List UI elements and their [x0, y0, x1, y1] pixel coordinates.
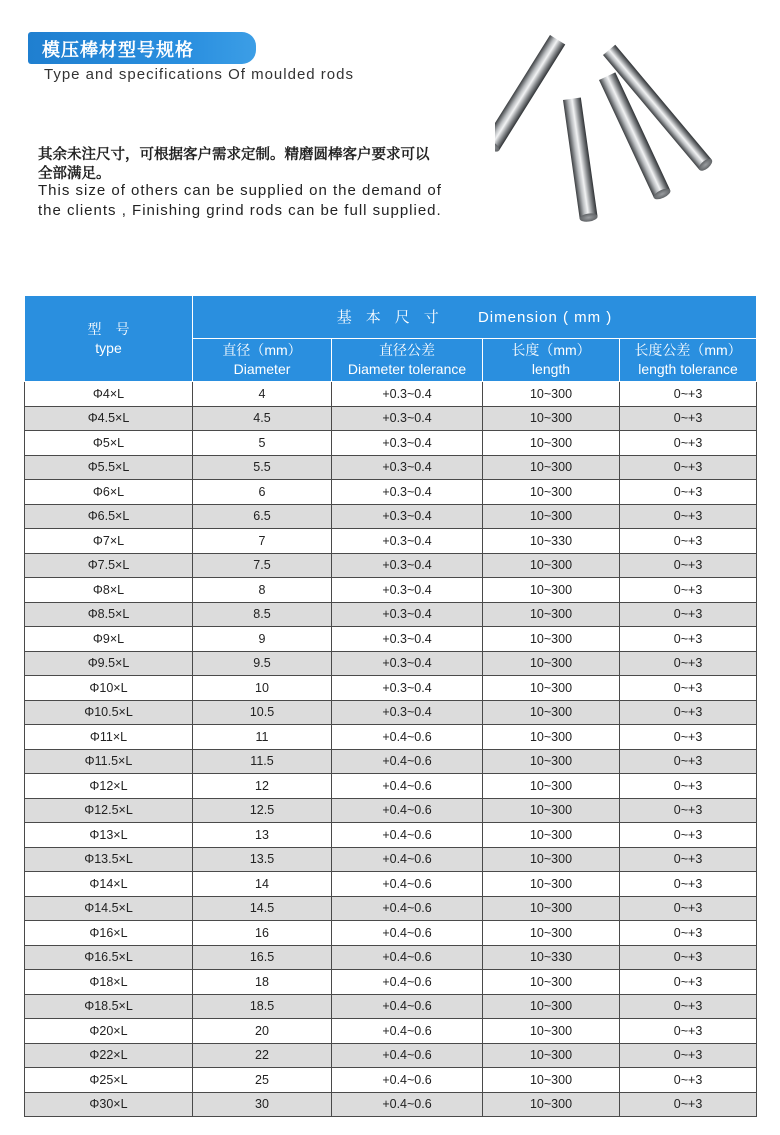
- product-image: [495, 35, 760, 235]
- type-cell: Φ6×L: [25, 480, 193, 505]
- diameter-cell: 8.5: [193, 602, 332, 627]
- diameter-cell: 5: [193, 431, 332, 456]
- type-cell: Φ7.5×L: [25, 553, 193, 578]
- diameter-tolerance-cell: +0.3~0.4: [332, 602, 483, 627]
- type-cell: Φ10.5×L: [25, 700, 193, 725]
- length-tolerance-header-zh: 长度公差（mm）: [634, 342, 742, 358]
- length-header-zh: 长度（mm）: [511, 342, 591, 358]
- table-row: [25, 725, 757, 750]
- table-row: [25, 382, 757, 407]
- diameter-cell: 16.5: [193, 945, 332, 970]
- diameter-tolerance-header-zh: 直径公差: [379, 342, 435, 358]
- length-cell: 10~300: [483, 578, 620, 603]
- diameter-cell: 18.5: [193, 994, 332, 1019]
- diameter-tolerance-cell: +0.3~0.4: [332, 553, 483, 578]
- diameter-cell: 13.5: [193, 847, 332, 872]
- spec-table: [24, 295, 757, 1117]
- type-cell: Φ16×L: [25, 921, 193, 946]
- dimension-group-header: [193, 296, 757, 339]
- type-cell: Φ18.5×L: [25, 994, 193, 1019]
- table-row: [25, 921, 757, 946]
- type-cell: Φ22×L: [25, 1043, 193, 1068]
- diameter-tolerance-cell: +0.3~0.4: [332, 627, 483, 652]
- table-row: [25, 1019, 757, 1044]
- length-header: [483, 339, 620, 382]
- table-row: [25, 774, 757, 799]
- length-tolerance-cell: 0~+3: [620, 1043, 757, 1068]
- type-cell: Φ8×L: [25, 578, 193, 603]
- diameter-cell: 20: [193, 1019, 332, 1044]
- diameter-cell: 13: [193, 823, 332, 848]
- length-header-en: length: [531, 361, 571, 377]
- length-tolerance-cell: 0~+3: [620, 896, 757, 921]
- table-row: [25, 970, 757, 995]
- length-cell: 10~330: [483, 945, 620, 970]
- diameter-tolerance-cell: +0.4~0.6: [332, 1068, 483, 1093]
- title-banner: [28, 32, 256, 64]
- diameter-tolerance-cell: +0.3~0.4: [332, 700, 483, 725]
- table-row: [25, 480, 757, 505]
- length-tolerance-cell: 0~+3: [620, 749, 757, 774]
- type-cell: Φ14.5×L: [25, 896, 193, 921]
- table-row: [25, 896, 757, 921]
- length-cell: 10~300: [483, 676, 620, 701]
- length-tolerance-cell: 0~+3: [620, 700, 757, 725]
- length-tolerance-cell: 0~+3: [620, 553, 757, 578]
- diameter-tolerance-cell: +0.4~0.6: [332, 896, 483, 921]
- table-row: [25, 504, 757, 529]
- diameter-cell: 11.5: [193, 749, 332, 774]
- type-cell: Φ12.5×L: [25, 798, 193, 823]
- table-row: [25, 798, 757, 823]
- table-row: [25, 627, 757, 652]
- type-cell: Φ13×L: [25, 823, 193, 848]
- length-tolerance-cell: 0~+3: [620, 725, 757, 750]
- diameter-tolerance-cell: +0.4~0.6: [332, 1043, 483, 1068]
- type-cell: Φ16.5×L: [25, 945, 193, 970]
- type-cell: Φ9×L: [25, 627, 193, 652]
- type-cell: Φ20×L: [25, 1019, 193, 1044]
- diameter-tolerance-cell: +0.4~0.6: [332, 847, 483, 872]
- description-zh-line1: 其余未注尺寸，可根据客户需求定制。精磨圆棒客户要求可以: [38, 147, 430, 163]
- diameter-tolerance-cell: +0.4~0.6: [332, 994, 483, 1019]
- length-tolerance-cell: 0~+3: [620, 676, 757, 701]
- diameter-header-en: Diameter: [233, 361, 291, 377]
- type-cell: Φ7×L: [25, 529, 193, 554]
- table-row: [25, 676, 757, 701]
- table-row: [25, 529, 757, 554]
- diameter-cell: 30: [193, 1092, 332, 1117]
- diameter-cell: 9.5: [193, 651, 332, 676]
- length-tolerance-header: [620, 339, 757, 382]
- length-tolerance-cell: 0~+3: [620, 774, 757, 799]
- length-tolerance-cell: 0~+3: [620, 1092, 757, 1117]
- length-tolerance-cell: 0~+3: [620, 651, 757, 676]
- length-tolerance-cell: 0~+3: [620, 872, 757, 897]
- length-cell: 10~300: [483, 921, 620, 946]
- length-cell: 10~300: [483, 823, 620, 848]
- diameter-cell: 7.5: [193, 553, 332, 578]
- length-tolerance-cell: 0~+3: [620, 823, 757, 848]
- page-title: 模压棒材型号规格: [42, 40, 194, 61]
- diameter-cell: 9: [193, 627, 332, 652]
- diameter-cell: 10: [193, 676, 332, 701]
- length-cell: 10~300: [483, 627, 620, 652]
- diameter-tolerance-cell: +0.4~0.6: [332, 725, 483, 750]
- diameter-tolerance-cell: +0.4~0.6: [332, 798, 483, 823]
- type-cell: Φ30×L: [25, 1092, 193, 1117]
- length-cell: 10~330: [483, 529, 620, 554]
- diameter-cell: 22: [193, 1043, 332, 1068]
- type-cell: Φ9.5×L: [25, 651, 193, 676]
- length-tolerance-cell: 0~+3: [620, 382, 757, 407]
- diameter-cell: 16: [193, 921, 332, 946]
- length-tolerance-cell: 0~+3: [620, 578, 757, 603]
- length-cell: 10~300: [483, 1043, 620, 1068]
- type-header-zh: 型 号: [87, 320, 130, 337]
- length-tolerance-cell: 0~+3: [620, 847, 757, 872]
- length-cell: 10~300: [483, 602, 620, 627]
- table-row: [25, 994, 757, 1019]
- description-en-line1: This size of others can be supplied on the demand of: [38, 182, 442, 199]
- table-row: [25, 406, 757, 431]
- diameter-tolerance-cell: +0.3~0.4: [332, 504, 483, 529]
- type-cell: Φ11×L: [25, 725, 193, 750]
- length-cell: 10~300: [483, 1019, 620, 1044]
- table-row: [25, 700, 757, 725]
- table-row: [25, 847, 757, 872]
- length-cell: 10~300: [483, 700, 620, 725]
- type-header: [25, 296, 193, 382]
- table-row: [25, 1068, 757, 1093]
- diameter-tolerance-cell: +0.4~0.6: [332, 823, 483, 848]
- length-cell: 10~300: [483, 406, 620, 431]
- diameter-cell: 25: [193, 1068, 332, 1093]
- length-tolerance-cell: 0~+3: [620, 1019, 757, 1044]
- diameter-tolerance-cell: +0.3~0.4: [332, 431, 483, 456]
- type-cell: Φ10×L: [25, 676, 193, 701]
- diameter-cell: 5.5: [193, 455, 332, 480]
- length-cell: 10~300: [483, 1068, 620, 1093]
- table-row: [25, 872, 757, 897]
- diameter-tolerance-cell: +0.3~0.4: [332, 529, 483, 554]
- rod-3: [563, 97, 598, 222]
- type-cell: Φ14×L: [25, 872, 193, 897]
- table-row: [25, 749, 757, 774]
- length-tolerance-cell: 0~+3: [620, 504, 757, 529]
- table-row: [25, 1092, 757, 1117]
- type-cell: Φ13.5×L: [25, 847, 193, 872]
- type-cell: Φ18×L: [25, 970, 193, 995]
- length-cell: 10~300: [483, 382, 620, 407]
- diameter-cell: 12: [193, 774, 332, 799]
- length-tolerance-cell: 0~+3: [620, 406, 757, 431]
- diameter-tolerance-cell: +0.3~0.4: [332, 578, 483, 603]
- length-tolerance-cell: 0~+3: [620, 1068, 757, 1093]
- diameter-header: [193, 339, 332, 382]
- spec-table-body: [25, 382, 757, 1117]
- length-tolerance-cell: 0~+3: [620, 455, 757, 480]
- description-zh-line2: 全部满足。: [38, 166, 111, 182]
- length-cell: 10~300: [483, 504, 620, 529]
- length-cell: 10~300: [483, 872, 620, 897]
- diameter-tolerance-cell: +0.4~0.6: [332, 872, 483, 897]
- diameter-cell: 12.5: [193, 798, 332, 823]
- diameter-tolerance-cell: +0.4~0.6: [332, 1092, 483, 1117]
- table-row: [25, 431, 757, 456]
- diameter-tolerance-cell: +0.3~0.4: [332, 406, 483, 431]
- diameter-tolerance-cell: +0.4~0.6: [332, 921, 483, 946]
- length-cell: 10~300: [483, 896, 620, 921]
- length-cell: 10~300: [483, 847, 620, 872]
- table-row: [25, 651, 757, 676]
- diameter-tolerance-cell: +0.4~0.6: [332, 749, 483, 774]
- diameter-tolerance-cell: +0.3~0.4: [332, 455, 483, 480]
- length-cell: 10~300: [483, 798, 620, 823]
- length-cell: 10~300: [483, 994, 620, 1019]
- type-cell: Φ8.5×L: [25, 602, 193, 627]
- length-cell: 10~300: [483, 431, 620, 456]
- length-cell: 10~300: [483, 970, 620, 995]
- diameter-cell: 10.5: [193, 700, 332, 725]
- length-tolerance-cell: 0~+3: [620, 529, 757, 554]
- length-tolerance-cell: 0~+3: [620, 970, 757, 995]
- length-tolerance-header-en: length tolerance: [638, 361, 738, 377]
- length-tolerance-cell: 0~+3: [620, 945, 757, 970]
- table-row: [25, 602, 757, 627]
- diameter-cell: 7: [193, 529, 332, 554]
- length-cell: 10~300: [483, 553, 620, 578]
- diameter-tolerance-header-en: Diameter tolerance: [347, 361, 467, 377]
- diameter-tolerance-header: [332, 339, 483, 382]
- table-row: [25, 823, 757, 848]
- diameter-cell: 8: [193, 578, 332, 603]
- diameter-cell: 6: [193, 480, 332, 505]
- page-subtitle: Type and specifications Of moulded rods: [44, 66, 354, 83]
- length-tolerance-cell: 0~+3: [620, 994, 757, 1019]
- length-tolerance-cell: 0~+3: [620, 431, 757, 456]
- diameter-cell: 6.5: [193, 504, 332, 529]
- diameter-cell: 4: [193, 382, 332, 407]
- rod-1: [495, 35, 565, 154]
- diameter-cell: 11: [193, 725, 332, 750]
- diameter-tolerance-cell: +0.4~0.6: [332, 970, 483, 995]
- type-cell: Φ6.5×L: [25, 504, 193, 529]
- diameter-cell: 14.5: [193, 896, 332, 921]
- diameter-tolerance-cell: +0.4~0.6: [332, 1019, 483, 1044]
- length-tolerance-cell: 0~+3: [620, 602, 757, 627]
- type-header-en: type: [95, 339, 122, 356]
- length-cell: 10~300: [483, 455, 620, 480]
- length-cell: 10~300: [483, 725, 620, 750]
- diameter-cell: 4.5: [193, 406, 332, 431]
- length-cell: 10~300: [483, 1092, 620, 1117]
- type-cell: Φ4.5×L: [25, 406, 193, 431]
- table-row: [25, 578, 757, 603]
- length-tolerance-cell: 0~+3: [620, 627, 757, 652]
- type-cell: Φ11.5×L: [25, 749, 193, 774]
- diameter-tolerance-cell: +0.4~0.6: [332, 945, 483, 970]
- diameter-header-zh: 直径（mm）: [222, 342, 302, 358]
- table-row: [25, 945, 757, 970]
- length-cell: 10~300: [483, 749, 620, 774]
- diameter-tolerance-cell: +0.3~0.4: [332, 480, 483, 505]
- diameter-tolerance-cell: +0.3~0.4: [332, 676, 483, 701]
- type-cell: Φ12×L: [25, 774, 193, 799]
- table-row: [25, 455, 757, 480]
- type-cell: Φ4×L: [25, 382, 193, 407]
- diameter-cell: 14: [193, 872, 332, 897]
- type-cell: Φ25×L: [25, 1068, 193, 1093]
- length-tolerance-cell: 0~+3: [620, 798, 757, 823]
- table-row: [25, 1043, 757, 1068]
- type-cell: Φ5×L: [25, 431, 193, 456]
- length-cell: 10~300: [483, 774, 620, 799]
- length-cell: 10~300: [483, 651, 620, 676]
- length-tolerance-cell: 0~+3: [620, 921, 757, 946]
- dimension-group-en: Dimension ( mm ): [477, 308, 613, 326]
- diameter-tolerance-cell: +0.4~0.6: [332, 774, 483, 799]
- dimension-group-zh: 基本尺寸: [336, 308, 453, 326]
- length-cell: 10~300: [483, 480, 620, 505]
- diameter-tolerance-cell: +0.3~0.4: [332, 382, 483, 407]
- type-cell: Φ5.5×L: [25, 455, 193, 480]
- description-en-line2: the clients , Finishing grind rods can be full supplied.: [38, 202, 442, 219]
- diameter-tolerance-cell: +0.3~0.4: [332, 651, 483, 676]
- table-row: [25, 553, 757, 578]
- diameter-cell: 18: [193, 970, 332, 995]
- length-tolerance-cell: 0~+3: [620, 480, 757, 505]
